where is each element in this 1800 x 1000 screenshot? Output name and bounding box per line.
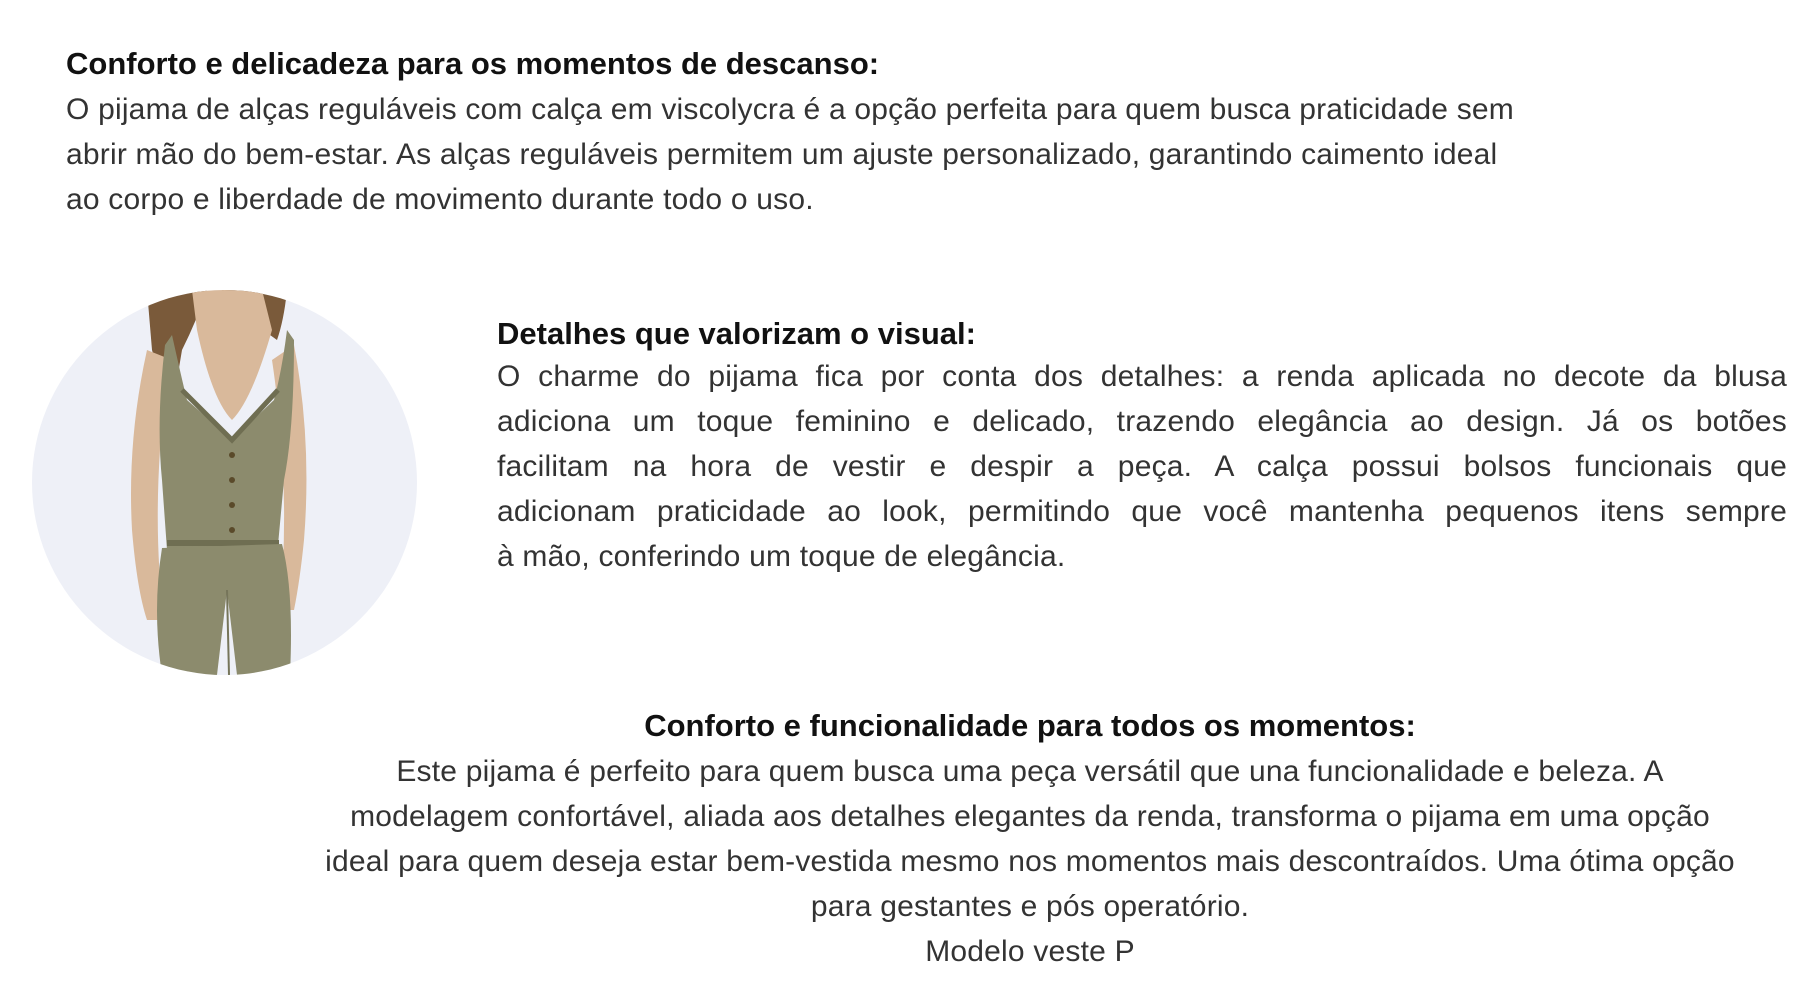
section-visual-details bbox=[497, 314, 1787, 579]
text-line: Este pijama é perfeito para quem busca uma peça versátil que una funcionalidade e beleza. A bbox=[396, 755, 1664, 788]
text-line: O charme do pijama fica por conta dos detalhes: a renda aplicada no decote da blusa bbox=[497, 360, 1787, 393]
section-title-comfort-delicacy: Conforto e delicadeza para os momentos de descanso: bbox=[66, 46, 880, 81]
text-line: O pijama de alças reguláveis com calça em viscolycra é a opção perfeita para quem busca praticidade sem bbox=[66, 93, 1514, 126]
section-text-comfort-functionality bbox=[230, 749, 1800, 974]
text-line: facilitam na hora de vestir e despir a peça. A calça possui bolsos funcionais que bbox=[497, 450, 1787, 483]
text-line: modelagem confortável, aliada aos detalhes elegantes da renda, transforma o pijama em uma opção bbox=[350, 800, 1710, 833]
section-comfort-delicacy bbox=[66, 44, 1726, 222]
text-line: à mão, conferindo um toque de elegância. bbox=[497, 540, 1066, 573]
text-line: adiciona um toque feminino e delicado, trazendo elegância ao design. Já os botões bbox=[497, 405, 1787, 438]
section-text-visual-details bbox=[497, 354, 1787, 579]
section-comfort-functionality bbox=[230, 706, 1800, 974]
section-text-comfort-delicacy bbox=[66, 87, 1726, 222]
product-photo bbox=[32, 290, 417, 675]
model-size-note: Modelo veste P bbox=[925, 935, 1135, 968]
text-line: adicionam praticidade ao look, permitindo que você mantenha pequenos itens sempre bbox=[497, 495, 1787, 528]
section-title-visual-details: Detalhes que valorizam o visual: bbox=[497, 316, 976, 351]
text-line: ideal para quem deseja estar bem-vestida mesmo nos momentos mais descontraídos. Uma ótima opção bbox=[325, 845, 1735, 878]
text-line: abrir mão do bem-estar. As alças reguláveis permitem um ajuste personalizado, garantindo caimento ideal bbox=[66, 138, 1498, 171]
text-line: para gestantes e pós operatório. bbox=[810, 890, 1250, 923]
product-photo-pajama-model-icon bbox=[32, 290, 417, 675]
section-title-comfort-functionality: Conforto e funcionalidade para todos os momentos: bbox=[644, 708, 1416, 743]
text-line: ao corpo e liberdade de movimento durante todo o uso. bbox=[66, 183, 814, 216]
